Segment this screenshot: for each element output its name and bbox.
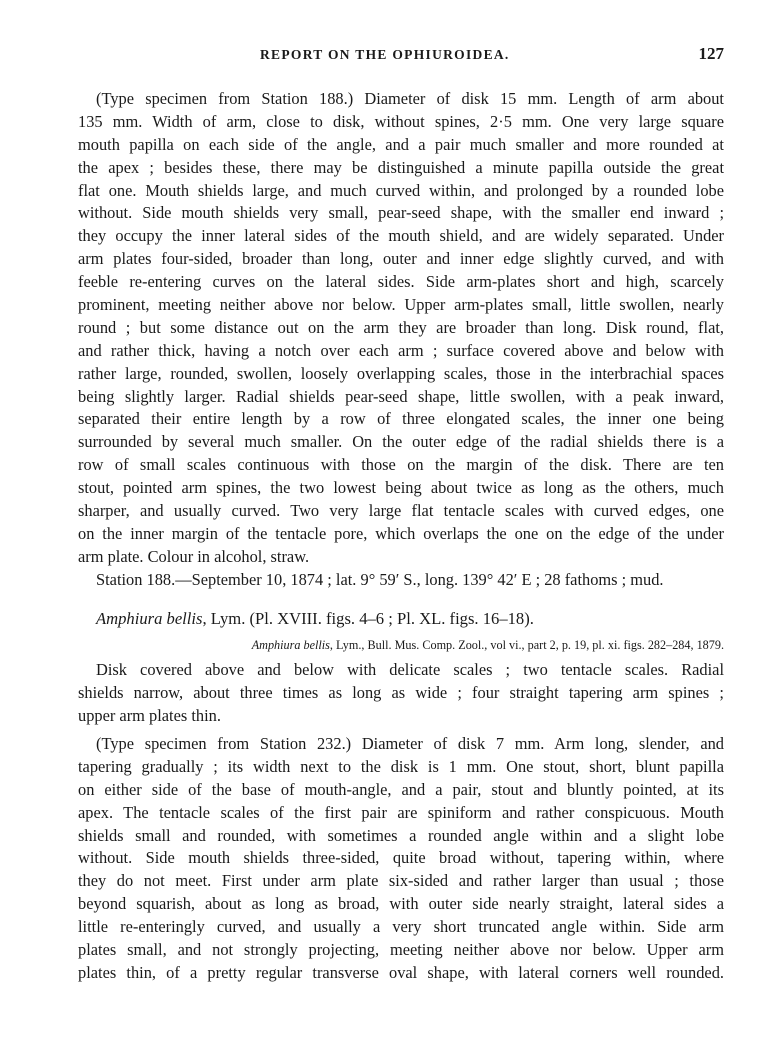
text-line: flat one. Mouth shields large, and much curved within, and prolonged by a rounded lobe (78, 180, 724, 200)
text-line: and rather thick, having a notch over each arm ; surface covered above and below with (78, 340, 724, 360)
text-line: they do not meet. First under arm plate six-sided and rather larger than usual ; those (78, 871, 724, 891)
text-line: separated their entire length by a row of three elongated scales, the inner one being (78, 409, 724, 429)
paragraph-type-specimen-188 (78, 88, 724, 592)
text-line: tapering gradually ; its width next to the disk is 1 mm. One stout, short, blunt papilla (78, 756, 724, 776)
header-title: REPORT ON THE OPHIUROIDEA. (260, 47, 510, 62)
text-line: plates thin, of a pretty regular transverse oval shape, with lateral corners well rounded. (78, 962, 724, 982)
text-line: without. Side mouth shields three-sided, quite broad without, tapering within, where (78, 848, 724, 868)
text-line: plates small, and not strongly projecting, meeting neither above nor below. Upper arm (78, 940, 724, 960)
page-number: 127 (698, 44, 724, 63)
text-line: apex. The tentacle scales of the first pair are spiniform and rather conspicuous. Mouth (78, 802, 724, 822)
text-line: Disk covered above and below with delicate scales ; two tentacle scales. Radial (96, 660, 724, 679)
text-line: mouth papilla on each side of the angle, and a pair much smaller and more rounded at (78, 134, 724, 154)
text-line: arm plate. Colour in alcohol, straw. (78, 546, 310, 566)
text-line: (Type specimen from Station 188.) Diameter of disk 15 mm. Length of arm about (96, 89, 724, 108)
text-line: little re-enteringly curved, and usually a very short truncated angle within. Side arm (78, 917, 724, 937)
text-line: round ; but some distance out on the arm they are broader than long. Disk round, flat, (78, 317, 724, 337)
paragraph-type-specimen-232 (78, 733, 724, 985)
text-line: they occupy the inner lateral sides of the mouth shield, and are widely separated. Under (78, 226, 724, 246)
species-plates: , Lym. (Pl. XVIII. figs. 4–6 ; Pl. XL. figs. 16–18). (202, 609, 534, 628)
species-heading (96, 608, 724, 630)
text-line: without. Side mouth shields very small, pear-seed shape, with the smaller end inward ; (78, 203, 724, 223)
text-line: stout, pointed arm spines, the two lowest being about twice as long as the others, much (78, 478, 724, 498)
text-line: the apex ; besides these, there may be distinguished a minute papilla outside the great (78, 157, 724, 177)
text-line: on either side of the base of mouth-angle, and a pair, stout and bluntly pointed, at its (78, 779, 724, 799)
text-line: 135 mm. Width of arm, close to disk, without spines, 2·5 mm. One very large square (78, 111, 724, 131)
text-line: feeble re-entering curves on the lateral sides. Side arm-plates short and high, scarcely (78, 272, 724, 292)
species-name: Amphiura bellis (96, 609, 203, 628)
text-line: (Type specimen from Station 232.) Diameter of disk 7 mm. Arm long, slender, and (96, 734, 724, 753)
text-line: arm plates four-sided, broader than long, outer and inner edge slightly curved, and with (78, 249, 724, 269)
text-line: beyond squarish, about as long as broad, with outer side nearly straight, lateral sides a (78, 894, 724, 914)
citation-reference: , Lym., Bull. Mus. Comp. Zool., vol vi., part 2, p. 19, pl. xi. figs. 282–284, 1879. (329, 638, 724, 652)
citation-species-name: Amphiura bellis (251, 638, 330, 652)
text-line: row of small scales continuous with those on the margin of the disk. There are ten (78, 455, 724, 475)
text-line: surrounded by several much smaller. On the outer edge of the radial shields there is a (78, 432, 724, 452)
text-line: prominent, meeting neither above nor below. Upper arm-plates small, little swollen, nearly (78, 295, 724, 315)
running-header (78, 44, 724, 68)
species-citation (160, 637, 724, 653)
text-line: shields small and rounded, with sometimes a rounded angle within and a slight lobe (78, 825, 724, 845)
text-line: being slightly larger. Radial shields pear-seed shape, little swollen, with a peak inward, (78, 386, 724, 406)
text-line: upper arm plates thin. (78, 705, 221, 725)
text-line: on the inner margin of the tentacle pore, which overlaps the one on the edge of the under (78, 523, 724, 543)
text-line: sharper, and usually curved. Two very large flat tentacle scales with curved edges, one (78, 501, 724, 521)
text-line: shields narrow, about three times as long as wide ; four straight tapering arm spines ; (78, 682, 724, 702)
paragraph-diagnosis (78, 659, 724, 728)
station-line: Station 188.—September 10, 1874 ; lat. 9° 59′ S., long. 139° 42′ E ; 28 fathoms ; mud. (96, 569, 664, 589)
text-line: rather large, rounded, swollen, loosely overlapping scales, those in the interbrachial spaces (78, 363, 724, 383)
